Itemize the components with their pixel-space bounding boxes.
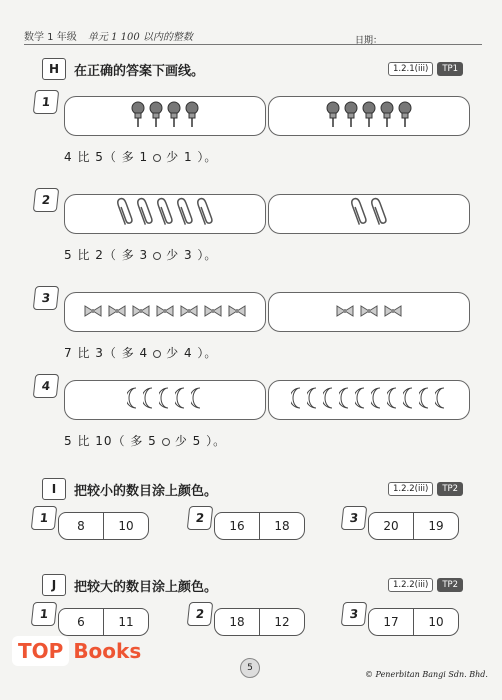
- book-left-number[interactable]: 16: [214, 512, 260, 540]
- page-header: [24, 28, 193, 43]
- question-number: 2: [187, 602, 214, 626]
- paperclip-icon: [137, 196, 153, 232]
- section-h-badge: H: [42, 58, 66, 80]
- bow-icon: [359, 303, 379, 322]
- separator-dot-icon: [153, 154, 161, 162]
- skill-ref: 1.2.2(iii): [388, 482, 433, 496]
- option-less[interactable]: 少 1 ）。: [166, 150, 218, 164]
- crescent-moon-icon: [191, 387, 203, 413]
- option-more[interactable]: 5 比 10（ 多 5: [64, 434, 157, 448]
- pushpin-icon: [326, 100, 340, 132]
- crescent-moon-icon: [435, 387, 447, 413]
- option-more[interactable]: 5 比 2（ 多 3: [64, 248, 149, 262]
- question-number: 1: [31, 506, 58, 530]
- question-number: 3: [341, 602, 368, 626]
- logo-top: TOP: [12, 636, 69, 666]
- pushpin-icon: [380, 100, 394, 132]
- left-item-panel: [64, 194, 266, 234]
- crescent-moon-icon: [291, 387, 303, 413]
- question-number: 1: [33, 90, 60, 114]
- crescent-moon-icon: [159, 387, 171, 413]
- pushpin-icon: [362, 100, 376, 132]
- section-j-badge: J: [42, 574, 66, 596]
- crescent-moon-icon: [175, 387, 187, 413]
- book-left-number[interactable]: 17: [368, 608, 414, 636]
- answer-line: [64, 344, 217, 361]
- answer-line: [64, 432, 226, 449]
- book-left-number[interactable]: 8: [58, 512, 104, 540]
- crescent-moon-icon: [387, 387, 399, 413]
- section-j-title: 把较大的数目涂上颜色。: [74, 580, 218, 595]
- section-i-title: 把较小的数目涂上颜色。: [74, 484, 218, 499]
- book-right-number[interactable]: 12: [260, 608, 305, 636]
- tp-badge: TP1: [437, 62, 463, 76]
- paperclip-icon: [177, 196, 193, 232]
- right-item-panel: [268, 380, 470, 420]
- book-right-number[interactable]: 10: [414, 608, 459, 636]
- bow-icon: [107, 303, 127, 322]
- question-number: 2: [33, 188, 60, 212]
- bow-icon: [383, 303, 403, 322]
- paperclip-icon: [371, 196, 387, 232]
- bow-icon: [179, 303, 199, 322]
- unit-label: 单元 1 100 以内的整数: [87, 32, 193, 43]
- book-right-number[interactable]: 18: [260, 512, 305, 540]
- open-book: [368, 608, 459, 636]
- crescent-moon-icon: [323, 387, 335, 413]
- pushpin-icon: [185, 100, 199, 132]
- answer-line: [64, 148, 217, 165]
- right-item-panel: [268, 96, 470, 136]
- left-item-panel: [64, 292, 266, 332]
- paperclip-icon: [197, 196, 213, 232]
- crescent-moon-icon: [355, 387, 367, 413]
- pushpin-icon: [131, 100, 145, 132]
- open-book: [214, 608, 305, 636]
- separator-dot-icon: [153, 252, 161, 260]
- section-i-tags: [388, 482, 463, 496]
- page-number: 5: [240, 658, 260, 678]
- crescent-moon-icon: [143, 387, 155, 413]
- skill-ref: 1.2.1(iii): [388, 62, 433, 76]
- open-book: [214, 512, 305, 540]
- section-i-badge: I: [42, 478, 66, 500]
- crescent-moon-icon: [371, 387, 383, 413]
- option-more[interactable]: 7 比 3（ 多 4: [64, 346, 149, 360]
- separator-dot-icon: [162, 438, 170, 446]
- book-left-number[interactable]: 6: [58, 608, 104, 636]
- option-less[interactable]: 少 5 ）。: [174, 434, 227, 448]
- tp-badge: TP2: [437, 482, 463, 496]
- pushpin-icon: [344, 100, 358, 132]
- book-right-number[interactable]: 19: [414, 512, 459, 540]
- pushpin-icon: [149, 100, 163, 132]
- separator-dot-icon: [153, 350, 161, 358]
- paperclip-icon: [157, 196, 173, 232]
- paperclip-icon: [117, 196, 133, 232]
- question-number: 1: [31, 602, 58, 626]
- open-book: [368, 512, 459, 540]
- pushpin-icon: [167, 100, 181, 132]
- date-line: [378, 44, 482, 45]
- subject-label: 数学 1 年级: [24, 32, 77, 43]
- bow-icon: [203, 303, 223, 322]
- option-more[interactable]: 4 比 5（ 多 1: [64, 150, 149, 164]
- book-right-number[interactable]: 11: [104, 608, 149, 636]
- right-item-panel: [268, 194, 470, 234]
- right-item-panel: [268, 292, 470, 332]
- crescent-moon-icon: [403, 387, 415, 413]
- section-j-tags: [388, 578, 463, 592]
- paperclip-icon: [351, 196, 367, 232]
- bow-icon: [83, 303, 103, 322]
- answer-line: [64, 246, 217, 263]
- open-book: [58, 512, 149, 540]
- crescent-moon-icon: [307, 387, 319, 413]
- question-number: 3: [33, 286, 60, 310]
- date-label: 日期：: [355, 36, 383, 46]
- left-item-panel: [64, 380, 266, 420]
- pushpin-icon: [398, 100, 412, 132]
- option-less[interactable]: 少 3 ）。: [166, 248, 218, 262]
- book-left-number[interactable]: 20: [368, 512, 414, 540]
- bow-icon: [335, 303, 355, 322]
- book-right-number[interactable]: 10: [104, 512, 149, 540]
- tp-badge: TP2: [437, 578, 463, 592]
- bow-icon: [155, 303, 175, 322]
- section-h-title: 在正确的答案下画线。: [74, 64, 205, 79]
- topbooks-logo: [12, 636, 141, 666]
- bow-icon: [227, 303, 247, 322]
- question-number: 3: [341, 506, 368, 530]
- section-h-tags: [388, 62, 463, 76]
- open-book: [58, 608, 149, 636]
- skill-ref: 1.2.2(iii): [388, 578, 433, 592]
- left-item-panel: [64, 96, 266, 136]
- logo-books: Books: [73, 639, 142, 663]
- book-left-number[interactable]: 18: [214, 608, 260, 636]
- question-number: 4: [33, 374, 60, 398]
- crescent-moon-icon: [419, 387, 431, 413]
- bow-icon: [131, 303, 151, 322]
- question-number: 2: [187, 506, 214, 530]
- option-less[interactable]: 少 4 ）。: [166, 346, 218, 360]
- crescent-moon-icon: [127, 387, 139, 413]
- crescent-moon-icon: [339, 387, 351, 413]
- publisher-credit: © Penerbitan Bangi Sdn. Bhd.: [365, 670, 488, 679]
